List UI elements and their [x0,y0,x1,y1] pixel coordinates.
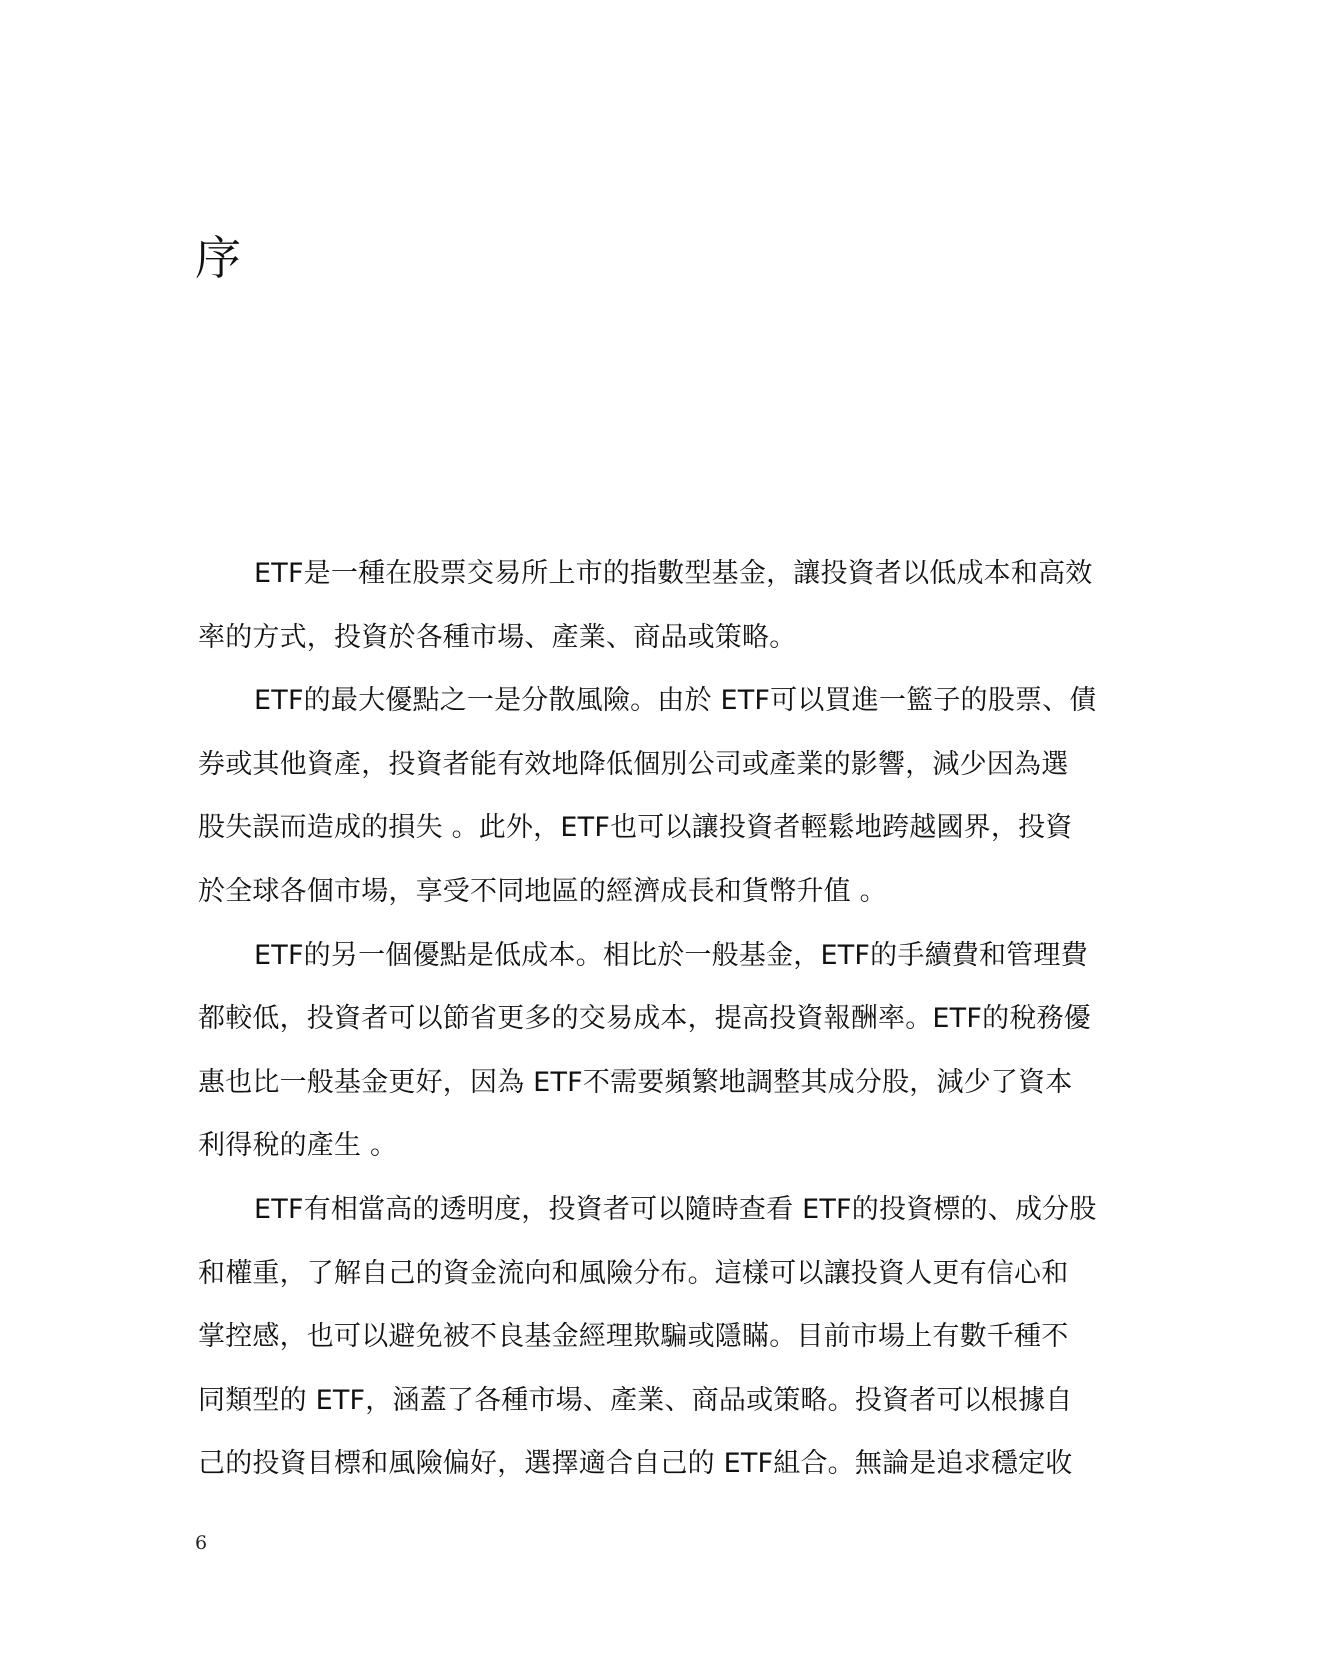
body-line: 己的投資目標和風險偏好，選擇適合自己的 ETF組合。無論是追求穩定收 [198,1448,1073,1480]
body-line: 同類型的 ETF，涵蓋了各種市場、產業、商品或策略。投資者可以根據自 [198,1384,1073,1416]
body-line: 股失誤而造成的損失 。此外，ETF也可以讓投資者輕鬆地跨越國界，投資 [198,812,1073,844]
body-line: 利得稅的產生 。 [198,1130,398,1162]
body-line: 都較低，投資者可以節省更多的交易成本，提高投資報酬率。ETF的稅務優 [198,1003,1091,1035]
body-line: 券或其他資產，投資者能有效地降低個別公司或產業的影響，減少因為選 [198,748,1069,780]
body-line: 率的方式，投資於各種市場、產業、商品或策略。 [198,621,797,653]
body-line: ETF的最大優點之一是分散風險。由於 ETF可以買進一籃子的股票、債 [254,685,1097,717]
body-line: 惠也比一般基金更好，因為 ETF不需要頻繁地調整其成分股，減少了資本 [198,1066,1073,1098]
chapter-title: 序 [195,231,241,285]
body-line: 於全球各個市場，享受不同地區的經濟成長和貨幣升值 。 [198,875,887,907]
page-number: 6 [195,1532,208,1554]
body-line: 掌控感，也可以避免被不良基金經理欺騙或隱瞞。目前市場上有數千種不 [198,1321,1069,1353]
body-line: ETF的另一個優點是低成本。相比於一般基金，ETF的手續費和管理費 [254,939,1088,971]
body-line: ETF是一種在股票交易所上市的指數型基金，讓投資者以低成本和高效 [254,558,1093,589]
preface-body [198,542,1140,1496]
body-line: ETF有相當高的透明度，投資者可以隨時查看 ETF的投資標的、成分股 [254,1193,1097,1225]
body-line: 和權重，了解自己的資金流向和風險分布。這樣可以讓投資人更有信心和 [198,1257,1069,1289]
